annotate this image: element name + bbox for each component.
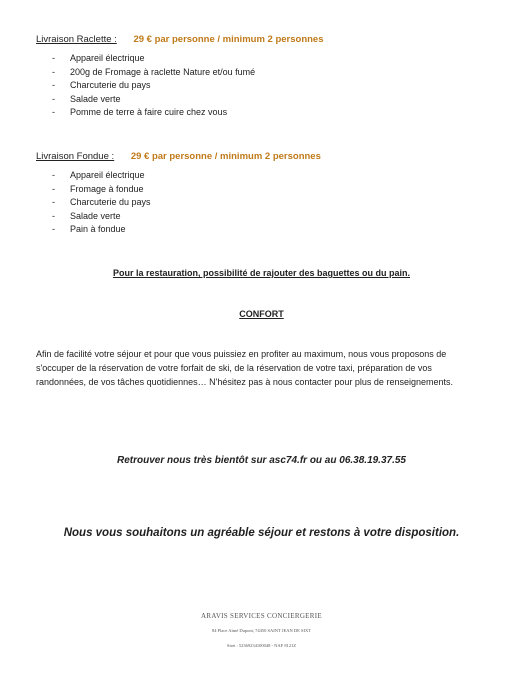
- raclette-price: 29 € par personne / minimum 2 personnes: [133, 34, 324, 45]
- footer-ids: Siret : 52369234100048 - NAF 8121Z: [226, 643, 297, 648]
- confort-paragraph: Afin de facilité votre séjour et pour que vous puissiez en profiter au maximum, nous vous proposons de s'occuper de la réservation de votre forfait de ski, de la réservation de votre taxi, préparation de vos randonnées, de vos tâches quotidiennes… N'hésitez pas à nous contacter pour plus de renseignements.: [36, 349, 453, 387]
- closing-line: Nous vous souhaitons un agréable séjour et restons à votre disposition.: [63, 527, 460, 539]
- footer-address: 84 Place Aimé Dupont, 74450 SAINT JEAN DE SIXT: [211, 628, 312, 633]
- list-item: - Pomme de terre à faire cuire chez vous: [52, 106, 255, 120]
- list-item: - Salade verte: [52, 93, 255, 107]
- list-item: - Fromage à fondue: [52, 183, 151, 197]
- list-item: - Charcuterie du pays: [52, 196, 151, 210]
- list-item: - Appareil électrique: [52, 169, 151, 183]
- list-item: - Pain à fondue: [52, 223, 151, 237]
- list-item: - Salade verte: [52, 210, 151, 224]
- list-item: - Charcuterie du pays: [52, 79, 255, 93]
- raclette-label: Livraison Raclette :: [36, 34, 117, 45]
- contact-line: Retrouver nous très bientôt sur asc74.fr ou au 06.38.19.37.55: [116, 455, 406, 466]
- fondue-list: [52, 169, 151, 237]
- confort-title: CONFORT: [239, 309, 284, 319]
- fondue-header: [36, 151, 321, 162]
- raclette-header: [36, 34, 324, 45]
- fondue-label: Livraison Fondue :: [36, 151, 115, 162]
- restauration-note: Pour la restauration, possibilité de rajouter des baguettes ou du pain.: [112, 268, 411, 278]
- list-item: - Appareil électrique: [52, 52, 255, 66]
- fondue-price: 29 € par personne / minimum 2 personnes: [130, 151, 321, 162]
- footer-company: ARAVIS SERVICES CONCIERGERIE: [201, 612, 322, 620]
- raclette-list: [52, 52, 255, 120]
- list-item: - 200g de Fromage à raclette Nature et/ou fumé: [52, 66, 255, 80]
